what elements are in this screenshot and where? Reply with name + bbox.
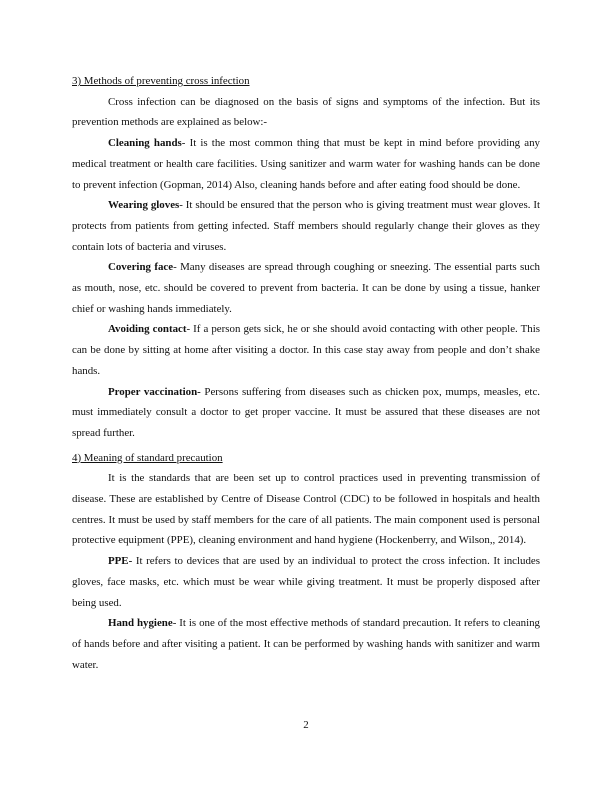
paragraph-wearing-gloves — [72, 195, 540, 257]
text-ppe: It refers to devices that are used by an individual to protect the cross infection. It includes gloves, face masks, etc. which must be wear while giving treatment. It must be properly disposed after being used. — [72, 555, 540, 609]
paragraph-ppe — [72, 551, 540, 613]
paragraph-covering-face — [72, 257, 540, 319]
section-4-intro: It is the standards that are been set up to control practices used in preventing transmission of disease. These are established by Centre of Disease Control (CDC) to be followed in hospitals and health centres. It must be used by staff members for the care of all patients. The main component used is personal protective equipment (PPE), cleaning environment and hand hygiene (Hockenberry, and Wilson,, 2014). — [72, 472, 540, 547]
term-wearing-gloves: Wearing gloves — [108, 199, 180, 212]
text-proper-vaccination: Persons suffering from diseases such as chicken pox, mumps, measles, etc. must immediately consult a doctor to get proper vaccine. It must be assured that these diseases are not spread further. — [72, 385, 541, 439]
text-hand-hygiene: - It is one of the most effective methods of standard precaution. It refers to cleaning of hands before and after visiting a patient. It can be performed by washing hands with sanitizer and warm water. — [72, 617, 541, 671]
term-cleaning-hands: Cleaning hands — [108, 137, 182, 150]
text-cleaning-hands: - It is the most common thing that must be kept in mind before providing any medical treatment or health care facilities. Using sanitizer and warm water for washing hands can be done to prevent infection (Gopman, 2014) Also, cleaning hands before and after eating food should be done. — [72, 137, 540, 191]
term-avoiding-contact: Avoiding contact — [108, 323, 187, 336]
text-covering-face: - Many diseases are spread through coughing or sneezing. The essential parts such as mouth, nose, etc. should be covered to prevent from bacteria. It can be done by using a tissue, hanker chief or washing hands immediately. — [72, 261, 540, 315]
section-3-heading: 3) Methods of preventing cross infection — [72, 75, 250, 87]
term-proper-vaccination: Proper vaccination- — [108, 385, 201, 398]
section-4-heading: 4) Meaning of standard precaution — [72, 451, 223, 464]
section-3-intro: Cross infection can be diagnosed on the basis of signs and symptoms of the infection. But its prevention methods are explained as below:- — [72, 95, 540, 129]
paragraph-hand-hygiene — [72, 613, 540, 675]
term-hand-hygiene: Hand hygiene — [108, 617, 173, 630]
paragraph-cleaning-hands — [72, 133, 540, 195]
term-ppe: PPE- — [108, 555, 133, 568]
term-covering-face: Covering face — [108, 261, 174, 274]
text-avoiding-contact: - If a person gets sick, he or she should avoid contacting with other people. This can be done by sitting at home after visiting a doctor. In this case stay away from people and don’t shake hands. — [72, 323, 540, 377]
text-wearing-gloves: - It should be ensured that the person who is giving treatment must wear gloves. It protects from patients from getting infected. Staff members should regularly change their gloves as they contain lots of bacteria and viruses. — [72, 199, 540, 253]
page-number: 2 — [303, 719, 309, 731]
paragraph-avoiding-contact — [72, 319, 540, 381]
paragraph-proper-vaccination — [72, 382, 540, 444]
page-content — [72, 71, 540, 675]
